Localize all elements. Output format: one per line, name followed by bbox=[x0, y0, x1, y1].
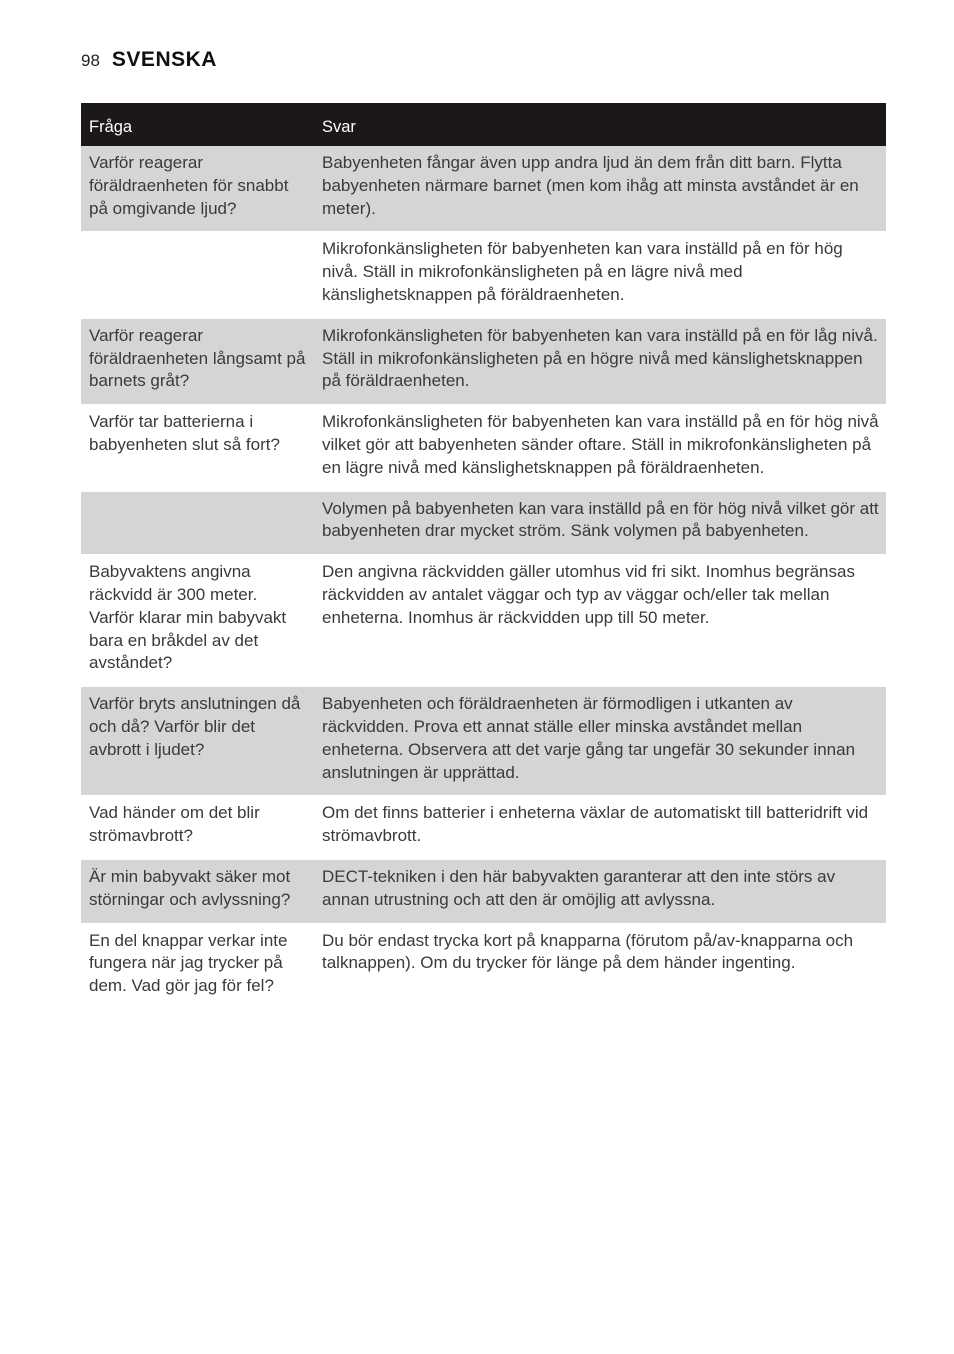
answer-cell: Volymen på babyenheten kan vara inställd på en för hög nivå vilket gör att babyenheten drar mycket ström. Sänk volymen på babyenheten. bbox=[314, 491, 886, 555]
table-row bbox=[81, 859, 886, 923]
question-cell: Varför bryts anslutningen då och då? Varför blir det avbrott i ljudet? bbox=[81, 687, 314, 796]
column-header-question: Fråga bbox=[81, 103, 314, 146]
faq-body bbox=[81, 146, 886, 1009]
table-header-row bbox=[81, 103, 886, 146]
table-row bbox=[81, 318, 886, 404]
table-row bbox=[81, 555, 886, 687]
table-row bbox=[81, 405, 886, 491]
table-row bbox=[81, 923, 886, 1009]
question-cell bbox=[81, 232, 314, 318]
answer-cell: Du bör endast trycka kort på knapparna (förutom på/av-knapparna och talknappen). Om du trycker för länge på dem händer ingenting. bbox=[314, 923, 886, 1009]
table-row bbox=[81, 491, 886, 555]
table-row bbox=[81, 687, 886, 796]
answer-cell: Mikrofonkänsligheten för babyenheten kan vara inställd på en för låg nivå. Ställ in mikrofonkänsligheten på en högre nivå med känslighetsknappen på föräldraenheten. bbox=[314, 318, 886, 404]
question-cell: Babyvaktens angivna räckvidd är 300 meter. Varför klarar min babyvakt bara en bråkdel av det avståndet? bbox=[81, 555, 314, 687]
section-title: SVENSKA bbox=[111, 48, 217, 71]
question-cell: Varför reagerar föräldraenheten långsamt på barnets gråt? bbox=[81, 318, 314, 404]
answer-cell: Mikrofonkänsligheten för babyenheten kan vara inställd på en för hög nivå. Ställ in mikrofonkänsligheten på en lägre nivå med känslighetsknappen på föräldraenheten. bbox=[314, 232, 886, 318]
question-cell: Varför reagerar föräldraenheten för snabbt på omgivande ljud? bbox=[81, 146, 314, 232]
question-cell: Varför tar batterierna i babyenheten slut så fort? bbox=[81, 405, 314, 491]
table-row bbox=[81, 146, 886, 232]
answer-cell: Babyenheten fångar även upp andra ljud än dem från ditt barn. Flytta babyenheten närmare barnet (men kom ihåg att minsta avståndet är en meter). bbox=[314, 146, 886, 232]
question-cell: Är min babyvakt säker mot störningar och avlyssning? bbox=[81, 859, 314, 923]
table-row bbox=[81, 232, 886, 318]
question-cell: Vad händer om det blir strömavbrott? bbox=[81, 796, 314, 860]
question-cell: En del knappar verkar inte fungera när jag trycker på dem. Vad gör jag för fel? bbox=[81, 923, 314, 1009]
column-header-answer: Svar bbox=[314, 103, 886, 146]
question-cell bbox=[81, 491, 314, 555]
answer-cell: Den angivna räckvidden gäller utomhus vid fri sikt. Inomhus begränsas räckvidden av antalet väggar och typ av väggar och/eller tak mellan enheterna. Inomhus är räckvidden upp till 50 meter. bbox=[314, 555, 886, 687]
answer-cell: DECT-tekniken i den här babyvakten garanterar att den inte störs av annan utrustning och att den är omöjlig att avlyssna. bbox=[314, 859, 886, 923]
faq-table bbox=[81, 103, 886, 1010]
page-header bbox=[81, 48, 217, 72]
answer-cell: Om det finns batterier i enheterna växlar de automatiskt till batteridrift vid strömavbrott. bbox=[314, 796, 886, 860]
table-row bbox=[81, 796, 886, 860]
page-number: 98 bbox=[81, 51, 100, 70]
answer-cell: Babyenheten och föräldraenheten är förmodligen i utkanten av räckvidden. Prova ett annat ställe eller minska avståndet mellan enheterna. Observera att det varje gång tar ungefär 30 sekunder innan anslutningen är upprättad. bbox=[314, 687, 886, 796]
answer-cell: Mikrofonkänsligheten för babyenheten kan vara inställd på en för hög nivå vilket gör att babyenheten sänder oftare. Ställ in mikrofonkänsligheten på en lägre nivå med känslighetsknappen på föräldraenheten. bbox=[314, 405, 886, 491]
